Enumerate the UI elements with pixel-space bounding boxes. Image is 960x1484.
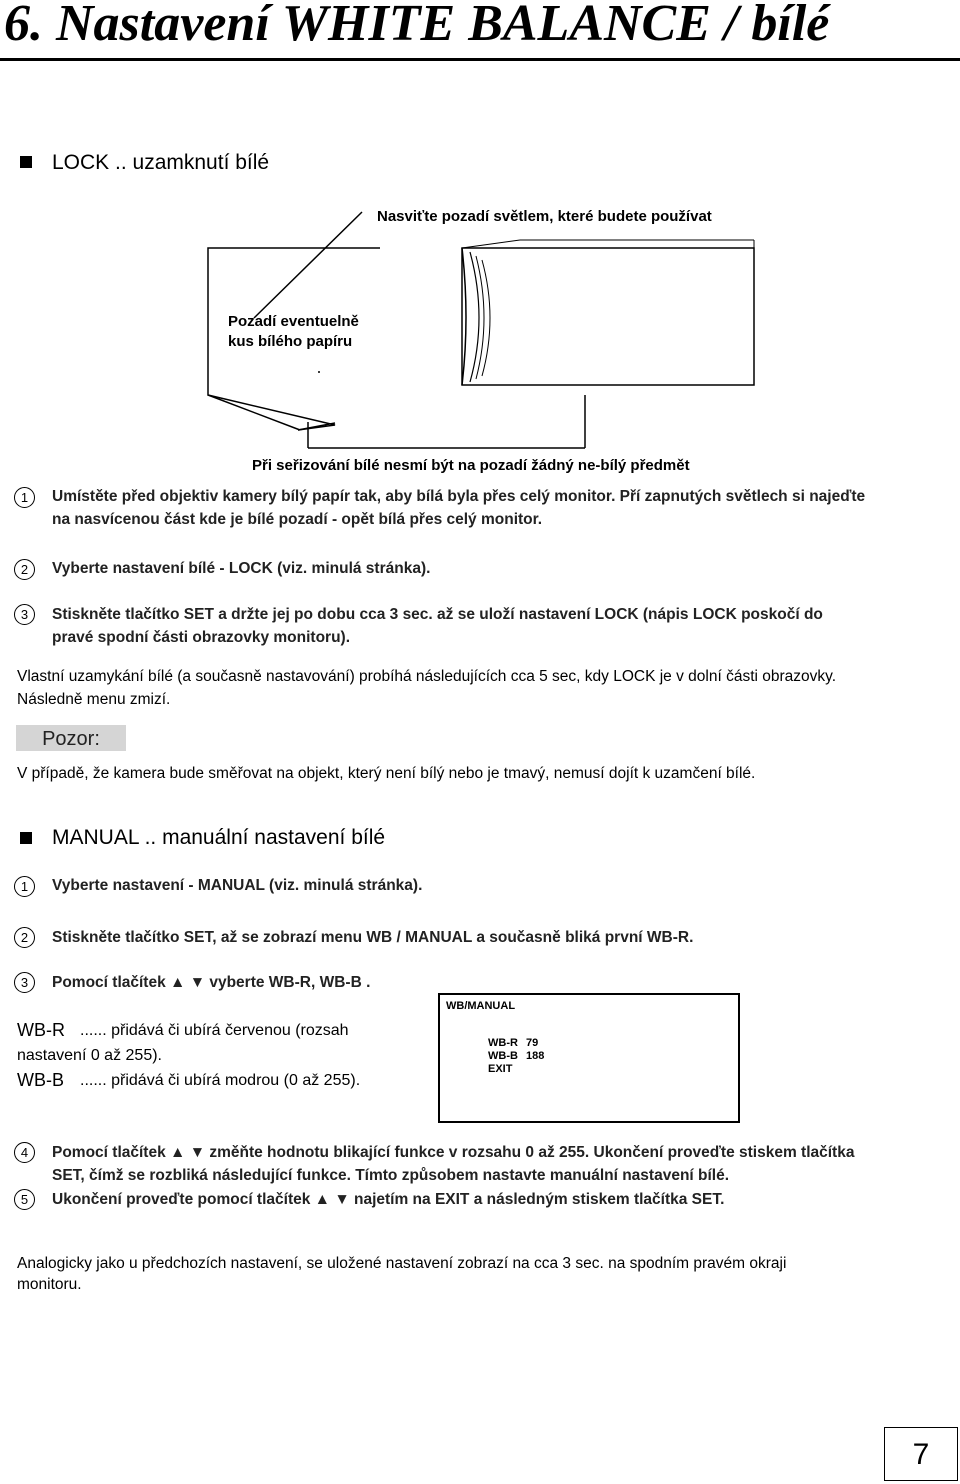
step-number-icon: 1 — [14, 487, 35, 508]
bullet-square-icon — [20, 156, 32, 168]
final-note-line2: monitoru. — [17, 1276, 82, 1293]
lock-step-1-line1: Umístěte před objektiv kamery bílý papír tak, aby bílá byla přes celý monitor. Pří zapnutých světlech si najeďte — [52, 488, 866, 505]
lock-step-3 — [52, 603, 952, 649]
final-note-line1: Analogicky jako u předchozích nastavení, se uložené nastavení zobrazí na cca 3 sec. na spodním pravém okraji — [17, 1255, 787, 1272]
figure-label-background-1: Pozadí eventuelně — [228, 313, 359, 330]
lock-note — [17, 665, 957, 711]
wb-r-label: WB-R — [17, 1020, 65, 1040]
osd-row — [488, 1050, 544, 1062]
manual-step-5-after: najetím na EXIT a následným stiskem tlačítka SET. — [353, 1191, 725, 1208]
lock-figure — [0, 190, 960, 480]
warning-label: Pozor: — [16, 725, 126, 751]
osd-row — [488, 1063, 526, 1075]
lock-step-1-line2: na nasvícenou část kde je bílé pozadí - opět bílá přes celý monitor. — [52, 511, 543, 528]
lock-step-3-line2: pravé spodní části obrazovky monitoru). — [52, 629, 351, 646]
lock-step-3-line1: Stiskněte tlačítko SET a držte jej po dobu cca 3 sec. až se uloží nastavení LOCK (nápis LOCK poskočí do — [52, 606, 823, 623]
title-divider — [0, 58, 960, 61]
manual-step-3-after: vyberte WB-R, WB-B . — [209, 974, 371, 991]
manual-step-4-before: Pomocí tlačítek — [52, 1144, 166, 1161]
step-number-icon: 3 — [14, 972, 35, 993]
osd-row — [488, 1037, 538, 1049]
step-number-icon: 2 — [14, 559, 35, 580]
manual-step-5-before: Ukončení proveďte pomocí tlačítek — [52, 1191, 311, 1208]
up-arrow-icon: ▲ — [170, 1144, 186, 1161]
lock-note-line2: Následně menu zmizí. — [17, 691, 171, 708]
osd-row-value: 188 — [526, 1050, 545, 1062]
lock-step-2: Vyberte nastavení bílé - LOCK (viz. minulá stránka). — [52, 560, 431, 577]
figure-label-background-2: kus bílého papíru — [228, 333, 353, 350]
step-number-icon: 2 — [14, 927, 35, 948]
down-arrow-icon: ▼ — [189, 1144, 206, 1161]
bullet-square-icon — [20, 832, 32, 844]
final-note — [17, 1253, 957, 1295]
manual-step-3-before: Pomocí tlačítek — [52, 974, 166, 991]
osd-title: WB/MANUAL — [446, 1000, 516, 1012]
step-number-icon: 3 — [14, 604, 35, 625]
lock-heading: LOCK .. uzamknutí bílé — [52, 151, 270, 174]
manual-step-5 — [52, 1188, 724, 1211]
up-arrow-icon: ▲ — [170, 974, 186, 991]
manual-step-2: Stiskněte tlačítko SET, až se zobrazí menu WB / MANUAL a současně bliká první WB-R. — [52, 929, 694, 946]
wb-r-range: nastavení 0 až 255). — [17, 1047, 162, 1064]
manual-heading: MANUAL .. manuální nastavení bílé — [52, 826, 386, 849]
page-number: 7 — [884, 1427, 958, 1481]
up-arrow-icon: ▲ — [314, 1191, 331, 1208]
step-number-icon: 5 — [14, 1189, 35, 1210]
manual-step-4-line2: SET, čímž se rozbliká následující funkce. Tímto způsobem nastavte manuální nastavení bílé. — [52, 1167, 730, 1184]
step-number-icon: 1 — [14, 876, 35, 897]
osd-row-label: WB-R — [488, 1037, 518, 1049]
down-arrow-icon: ▼ — [189, 974, 206, 991]
warning-text: V případě, že kamera bude směřovat na objekt, který není bílý nebo je tmavý, nemusí dojít k uzamčení bílé. — [17, 765, 756, 782]
wb-r-desc: ...... přidává či ubírá červenou (rozsah — [80, 1022, 349, 1039]
monitor-outline — [462, 248, 754, 385]
figure-label-warning: Při seřizování bílé nesmí být na pozadí žádný ne-bílý předmět — [252, 457, 690, 474]
page-title: 6. Nastavení WHITE BALANCE / bílé — [4, 0, 830, 52]
manual-step-4 — [52, 1141, 957, 1187]
step-number-icon: 4 — [14, 1142, 35, 1163]
osd-row-label: WB-B — [488, 1050, 518, 1062]
manual-step-3 — [52, 971, 370, 994]
wb-manual-osd — [438, 993, 740, 1123]
wb-b-label: WB-B — [17, 1070, 64, 1090]
manual-step-1: Vyberte nastavení - MANUAL (viz. minulá stránka). — [52, 877, 423, 894]
osd-row-value: 79 — [526, 1037, 539, 1049]
lock-step-1 — [52, 485, 960, 531]
wb-b-desc: ...... přidává či ubírá modrou (0 až 255). — [80, 1072, 361, 1089]
manual-step-4-after: změňte hodnotu blikající funkce v rozsahu 0 až 255. Ukončení proveďte stiskem tlačítka — [209, 1144, 855, 1161]
figure-label-light: Nasviťte pozadí světlem, které budete používat — [377, 208, 712, 225]
down-arrow-icon: ▼ — [334, 1191, 350, 1208]
lock-note-line1: Vlastní uzamykání bílé (a současně nastavování) probíhá následujících cca 5 sec, kdy LOCK je v dolní části obrazovky. — [17, 668, 837, 685]
manual-step-4-line1 — [52, 1141, 957, 1164]
osd-row-label: EXIT — [488, 1063, 513, 1075]
